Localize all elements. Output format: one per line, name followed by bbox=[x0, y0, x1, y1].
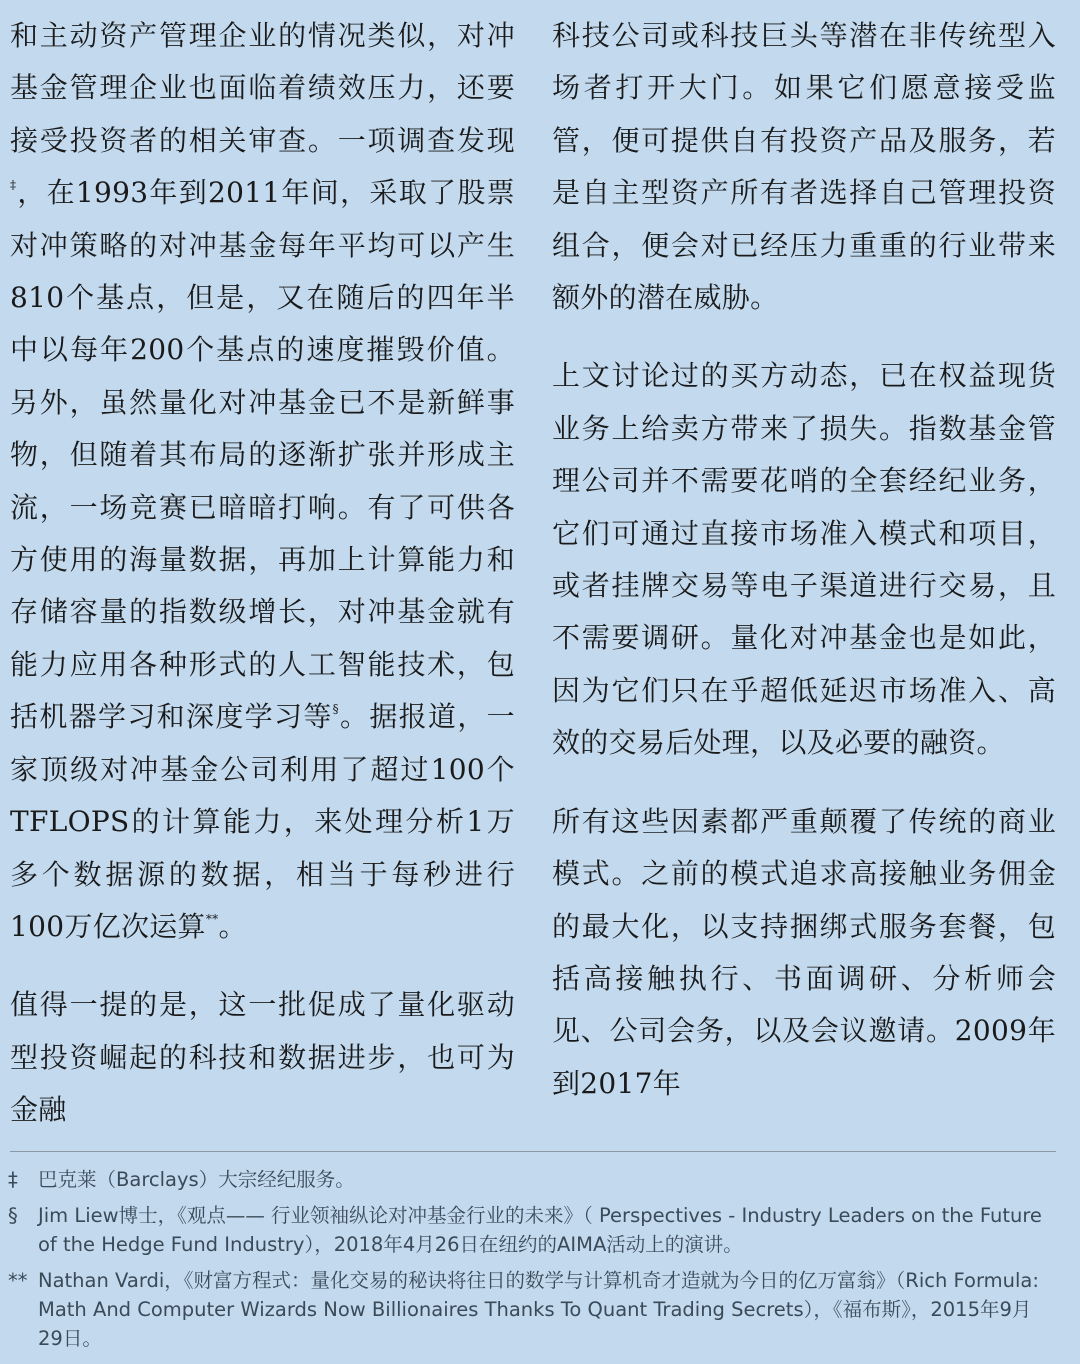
footnote-mark: ** bbox=[8, 1269, 28, 1292]
footnote-text: Nathan Vardi，《财富方程式：量化交易的秘诀将往日的数学与计算机奇才造就为今日的亿万富翁》（Rich Formula: Math And Computer Wizards Now Billionaires Thanks To Quant Trading Secrets），《福布斯》，2015年9月29日。 bbox=[38, 1269, 1039, 1350]
footnote-barclays bbox=[8, 1165, 1056, 1194]
footnote-vardi bbox=[8, 1266, 1056, 1353]
left-column bbox=[10, 10, 515, 1137]
text-run: 和主动资产管理企业的情况类似，对冲基金管理企业也面临着绩效压力，还要接受投资者的相关审查。一项调查发现 bbox=[10, 19, 515, 157]
right-paragraph-1: 科技公司或科技巨头等潜在非传统型入场者打开大门。如果它们愿意接受监管，便可提供自有投资产品及服务，若是自主型资产所有者选择自己管理投资组合，便会对已经压力重重的行业带来额外的潜在威胁。 bbox=[552, 19, 1056, 315]
text-run: ，在1993年到2011年间，采取了股票对冲策略的对冲基金每年平均可以产生810个基点，但是，又在随后的四年半中以每年200个基点的速度摧毁价值。另外，虽然量化对冲基金已不是新鲜事物，但随着其布局的逐渐扩张并形成主流，一场竞赛已暗暗打响。有了可供各方使用的海量数据，再加上计算能力和存储容量的指数级增长，对冲基金就有能力应用各种形式的人工智能技术，包括机器学习和深度学习等 bbox=[10, 176, 515, 734]
footnote-text: Jim Liew博士，《观点—— 行业领袖纵论对冲基金行业的未来》（ Perspectives - Industry Leaders on the Future of the Hedge Fund Industry），2018年4月26日在纽约的AIMA活动上的演讲。 bbox=[38, 1204, 1042, 1256]
footnote-mark: § bbox=[8, 1204, 18, 1227]
footnote-liew bbox=[8, 1201, 1056, 1259]
footnote-divider bbox=[10, 1151, 1056, 1152]
right-paragraph-2: 上文讨论过的买方动态，已在权益现货业务上给卖方带来了损失。指数基金管理公司并不需要花哨的全套经纪业务，它们可通过直接市场准入模式和项目，或者挂牌交易等电子渠道进行交易，且不需要调研。量化对冲基金也是如此，因为它们只在乎超低延迟市场准入、高效的交易后处理，以及必要的融资。 bbox=[552, 359, 1056, 760]
left-paragraph-1 bbox=[10, 10, 515, 953]
footnote-mark: ‡ bbox=[8, 1168, 18, 1191]
right-column bbox=[552, 10, 1056, 1110]
right-paragraph-3: 所有这些因素都严重颠覆了传统的商业模式。之前的模式追求高接触业务佣金的最大化，以支持捆绑式服务套餐，包括高接触执行、书面调研、分析师会见、公司会务，以及会议邀请。2009年到2017年 bbox=[552, 804, 1056, 1100]
text-run: 。 bbox=[218, 909, 247, 943]
text-run: 。据报道，一家顶级对冲基金公司利用了超过100个TFLOPS的计算能力，来处理分析1万多个数据源的数据，相当于每秒进行100万亿次运算 bbox=[10, 700, 515, 943]
footnote-text: 巴克莱（Barclays）大宗经纪服务。 bbox=[38, 1168, 355, 1191]
footnotes bbox=[8, 1165, 1056, 1360]
footnote-ref-vardi[interactable]: ** bbox=[205, 911, 219, 926]
left-paragraph-2: 值得一提的是，这一批促成了量化驱动型投资崛起的科技和数据进步，也可为金融 bbox=[10, 988, 515, 1127]
footnote-ref-liew[interactable]: § bbox=[332, 702, 339, 717]
footnote-ref-barclays[interactable]: ‡ bbox=[10, 178, 18, 193]
